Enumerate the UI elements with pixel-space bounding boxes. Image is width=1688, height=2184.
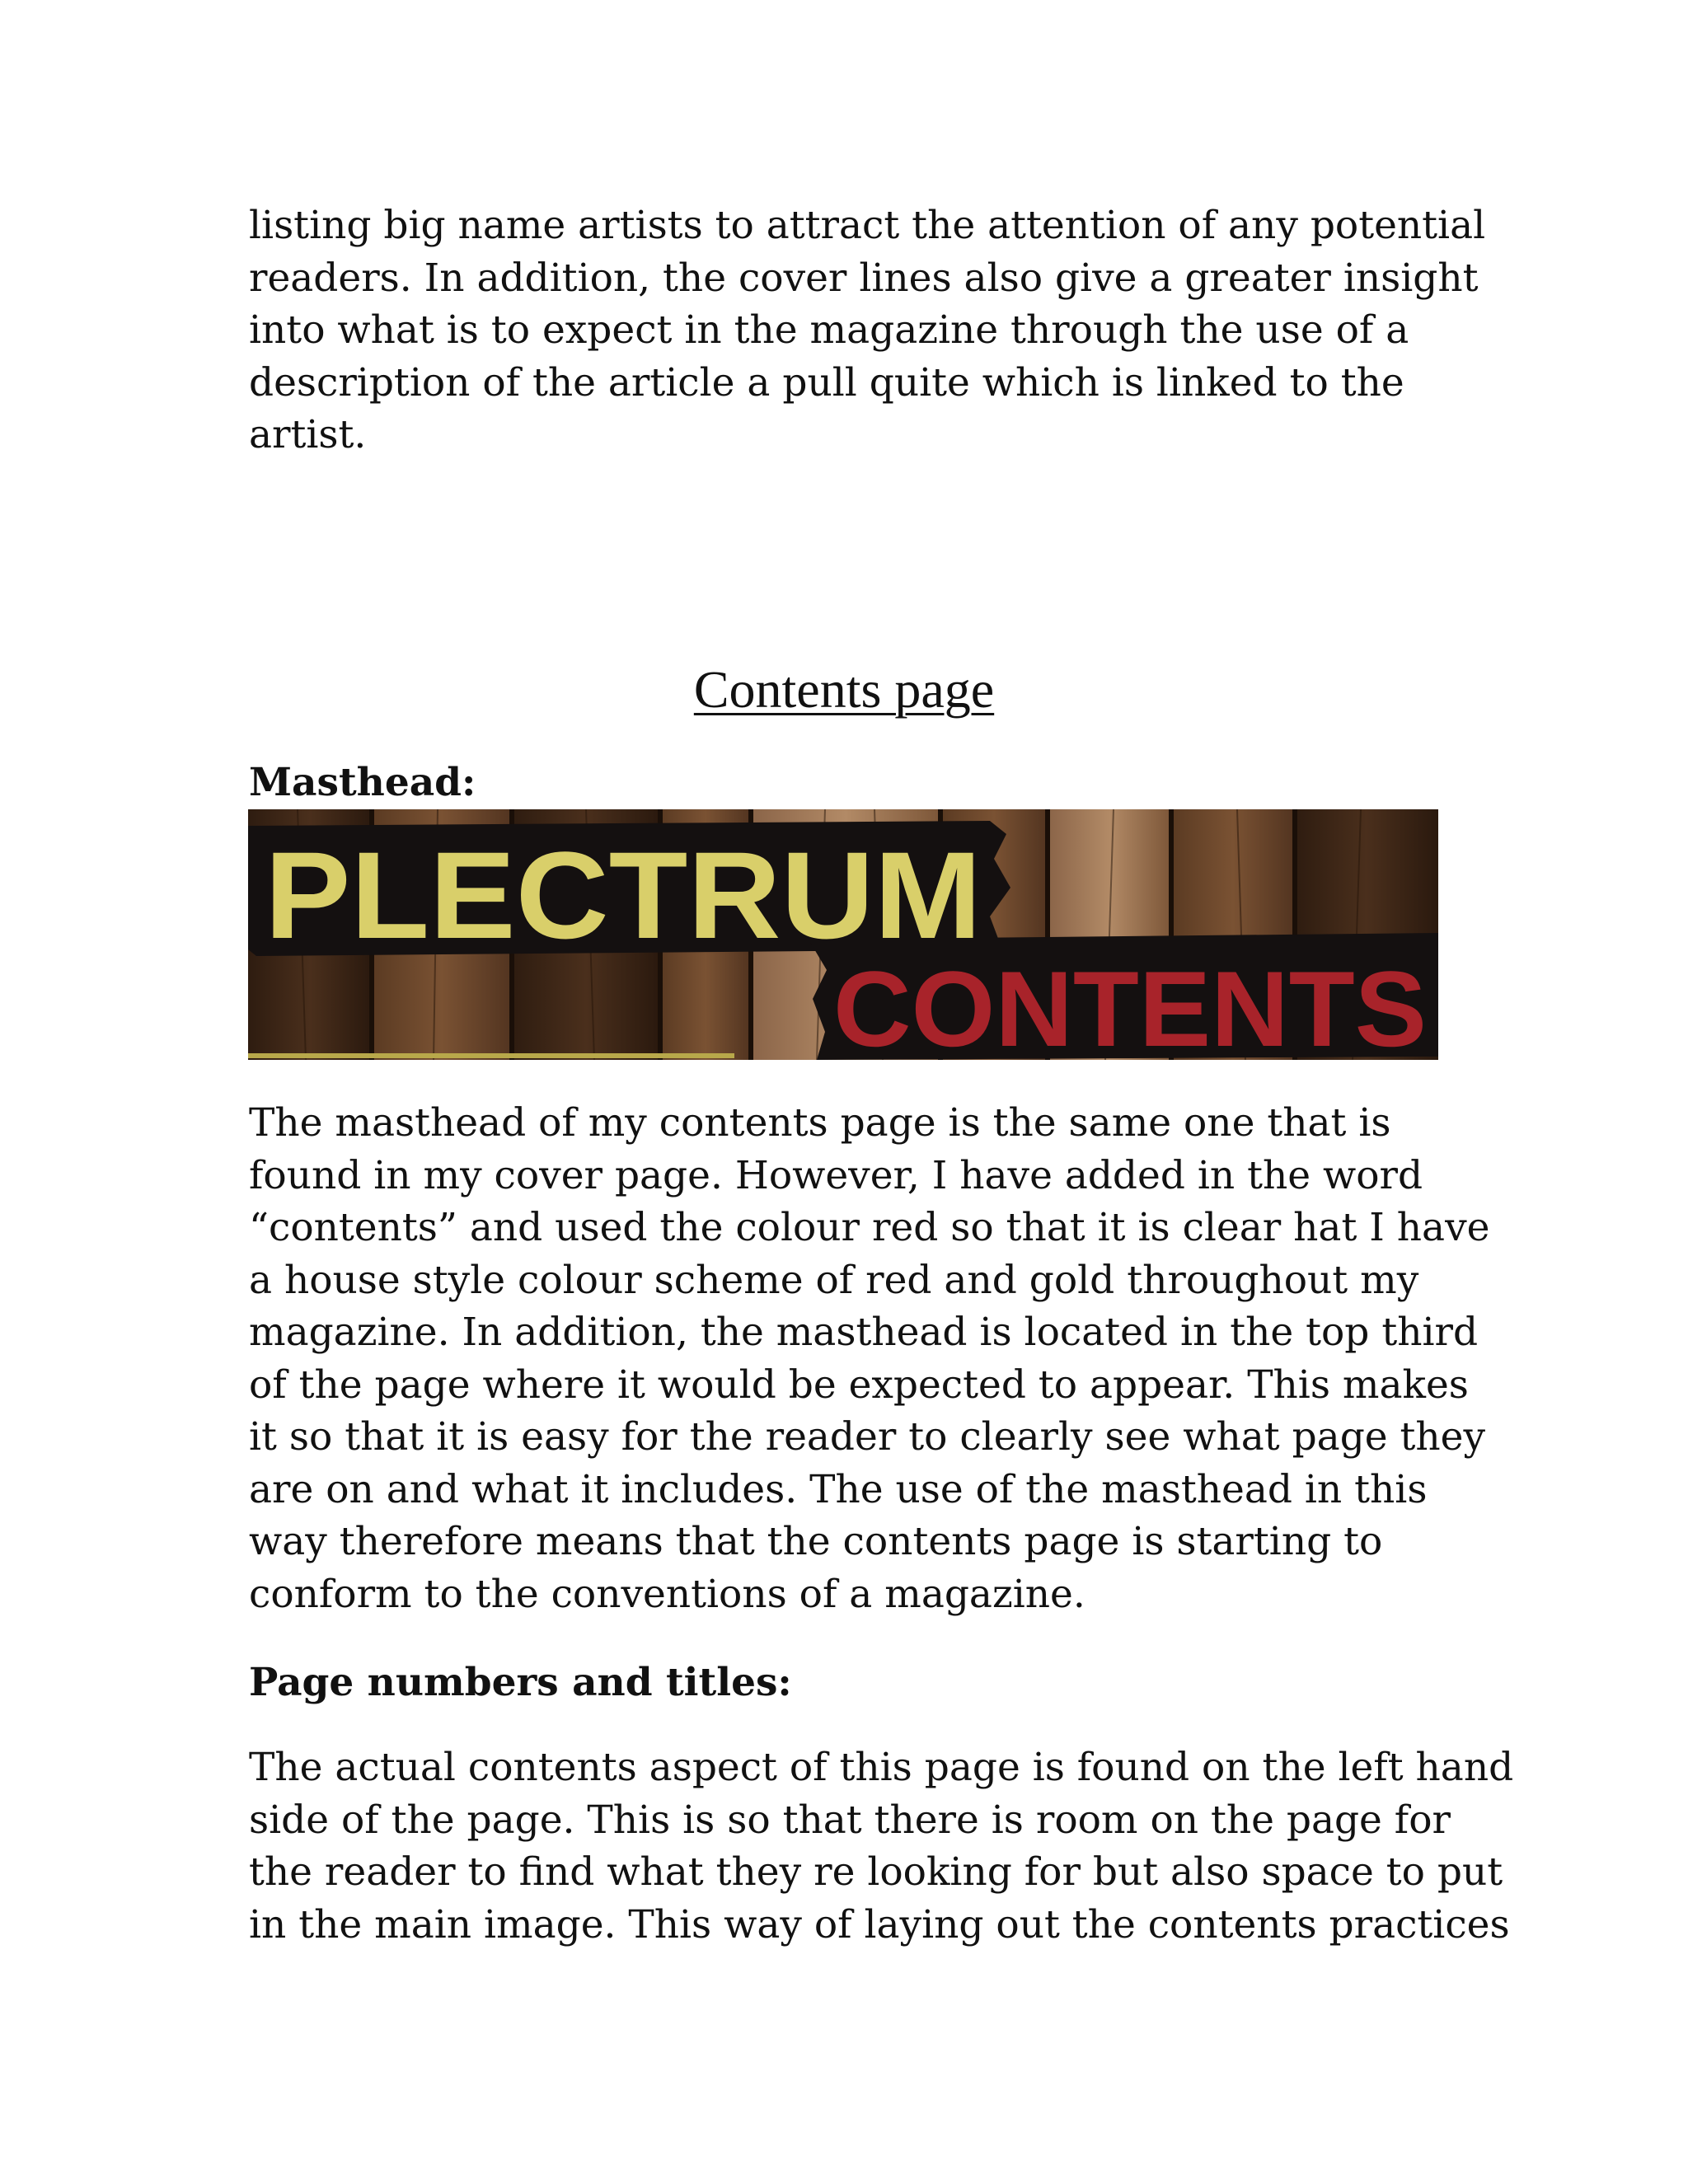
intro-line: listing big name artists to attract the attention of any potential: [249, 203, 1486, 248]
page-numbers-heading: Page numbers and titles:: [249, 1660, 792, 1705]
intro-line: artist.: [249, 412, 367, 457]
masthead-line: The masthead of my contents page is the same one that is: [249, 1100, 1391, 1146]
masthead-word-top: PLECTRUM: [265, 826, 982, 964]
intro-paragraph: [249, 199, 1486, 462]
masthead-heading: Masthead:: [249, 760, 476, 805]
masthead-line: a house style colour scheme of red and gold throughout my: [249, 1257, 1419, 1303]
masthead-line: it so that it is easy for the reader to clearly see what page they: [249, 1414, 1486, 1460]
masthead-line: “contents” and used the colour red so that it is clear hat I have: [249, 1205, 1490, 1250]
intro-line: into what is to expect in the magazine through the use of a: [249, 307, 1409, 353]
masthead-line: way therefore means that the contents page is starting to: [249, 1519, 1383, 1564]
page-numbers-line: The actual contents aspect of this page is found on the left hand: [249, 1745, 1514, 1790]
page-numbers-paragraph: [249, 1741, 1514, 1951]
masthead-line: found in my cover page. However, I have added in the word: [249, 1152, 1423, 1198]
masthead-line: magazine. In addition, the masthead is located in the top third: [249, 1310, 1479, 1355]
masthead-line: of the page where it would be expected to appear. This makes: [249, 1361, 1469, 1408]
intro-line: readers. In addition, the cover lines also give a greater insight: [249, 255, 1479, 301]
masthead-image: [248, 809, 1438, 1060]
page-numbers-line: in the main image. This way of laying out the contents practices: [249, 1901, 1510, 1947]
masthead-paragraph: [249, 1097, 1490, 1620]
section-title: [0, 661, 1688, 719]
masthead-line: are on and what it includes. The use of the masthead in this: [249, 1466, 1428, 1512]
masthead-line: conform to the conventions of a magazine.: [249, 1571, 1085, 1617]
section-title-text: Contents page: [693, 660, 995, 719]
page-numbers-line: side of the page. This is so that there is room on the page for: [249, 1797, 1451, 1843]
masthead-word-bottom: CONTENTS: [833, 949, 1427, 1060]
page-numbers-line: the reader to find what they re looking for but also space to put: [249, 1849, 1503, 1895]
intro-line: description of the article a pull quite which is linked to the: [249, 359, 1404, 405]
